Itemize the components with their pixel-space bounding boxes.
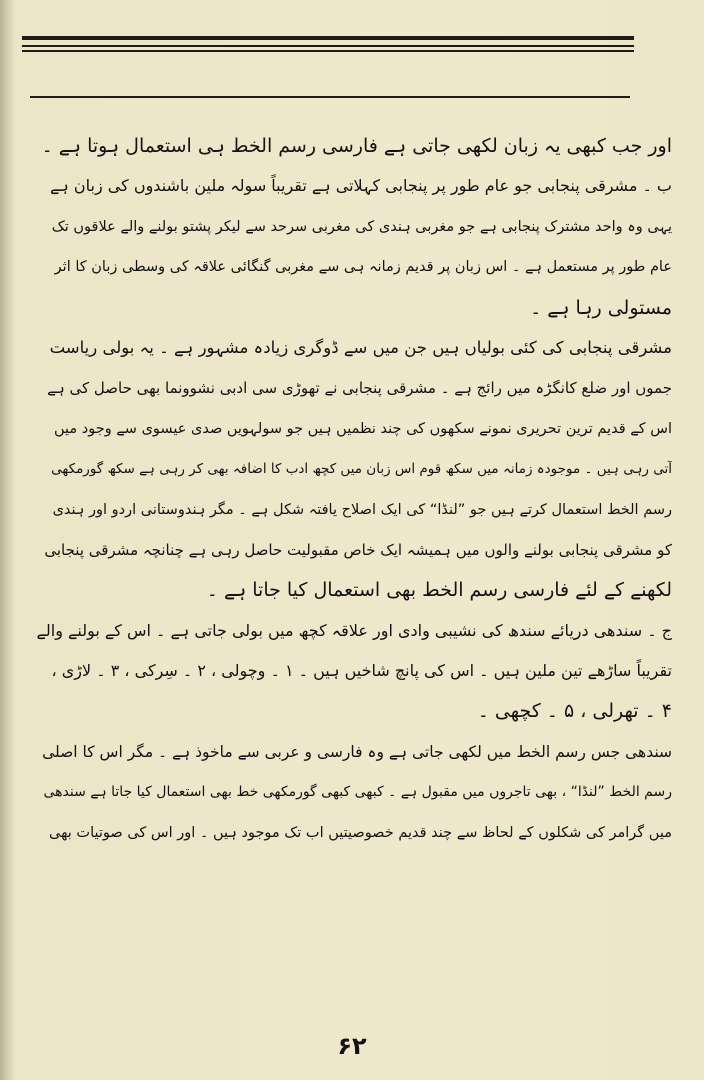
body-text	[36, 126, 672, 853]
text-line: ۴ ۔ تھرلی ، ۵ ۔ کچھی ۔	[477, 700, 672, 723]
text-line: سندھی جس رسم الخط میں لکھی جاتی ہے وہ فارسی و عربی سے ماخوذ ہے ۔ مگر اس کا اصلی	[42, 742, 672, 761]
text-line: آتی رہی ہیں ۔ موجودہ زمانہ میں سکھ قوم اس زبان میں کچھ ادب کا اضافہ بھی کر رہی ہے سکھ گورمکھی	[51, 461, 672, 478]
header-rule-top	[22, 36, 634, 40]
text-line: رسم الخط ”لنڈا“ ، بھی تاجروں میں مقبول ہے ۔ کبھی کبھی گورمکھی خط بھی استعمال کیا جاتا ہے سندھی	[43, 784, 672, 801]
text-line: عام طور پر مستعمل ہے ۔ اس زبان پر قدیم زمانہ ہی سے مغربی گنگائی علاقہ کی وسطی زبان کا اثر	[54, 259, 672, 276]
text-line: یہی وہ واحد مشترک پنجابی ہے جو مغربی ہندی کی مغربی سرحد سے لیکر پشتو بولنے والے علاقوں تک	[51, 218, 672, 235]
text-line: ج ۔ سندھی دریائے سندھ کی نشیبی وادی اور علاقہ کچھ میں بولی جاتی ہے ۔ اس کے بولنے والے	[36, 620, 672, 640]
text-line: اس کے قدیم ترین تحریری نمونے سکھوں کی چند نظمیں ہیں جو سولہویں صدی عیسوی سے وجود میں	[54, 420, 672, 437]
text-line: جموں اور ضلع کانگڑہ میں رائج ہے ۔ مشرقی پنجابی نے تھوڑی سی ادبی نشوونما بھی حاصل کی ہے	[47, 379, 672, 398]
text-line: مشرقی پنجابی کی کئی بولیاں ہیں جن میں سے ڈوگری زیادہ مشہور ہے ۔ یہ بولی ریاست	[49, 337, 672, 357]
text-line: اور جب کبھی یہ زبان لکھی جاتی ہے فارسی رسم الخط ہی استعمال ہوتا ہے ۔	[41, 135, 672, 157]
header-rule-bottom	[30, 96, 630, 98]
text-line: مستولی رہا ہے ۔	[530, 296, 672, 319]
text-line: میں گرامر کی شکلوں کے لحاظ سے چند قدیم خصوصیتیں اب تک موجود ہیں ۔ اور اس کی صوتیات بھی	[49, 824, 672, 841]
text-line: کو مشرقی پنجابی بولنے والوں میں ہمیشہ ایک خاص مقبولیت حاصل رہی ہے چنانچہ مشرقی پنجابی	[44, 540, 672, 559]
text-line: رسم الخط استعمال کرتے ہیں جو ”لنڈا“ کی ایک اصلاح یافتہ شکل ہے ۔ مگر ہندوستانی اردو اور ہندی	[52, 501, 672, 518]
text-line: تقریباً ساڑھے تین ملین ہیں ۔ اس کی پانچ شاخیں ہیں ۔ ۱ ۔ وچولی ، ۲ ۔ سِرکی ، ۳ ۔ لاڑی ،	[51, 661, 672, 681]
text-line: لکھنے کے لئے فارسی رسم الخط بھی استعمال کیا جاتا ہے ۔	[206, 579, 672, 602]
header-rule-inner-2	[22, 50, 634, 52]
page-number: ۶۲	[337, 1032, 367, 1060]
page-spine-shadow	[0, 0, 14, 1080]
text-line: ب ۔ مشرقی پنجابی جو عام طور پر پنجابی کہلاتی ہے تقریباً سولہ ملین باشندوں کی زبان ہے	[50, 176, 672, 196]
header-rule-inner-1	[22, 45, 634, 47]
